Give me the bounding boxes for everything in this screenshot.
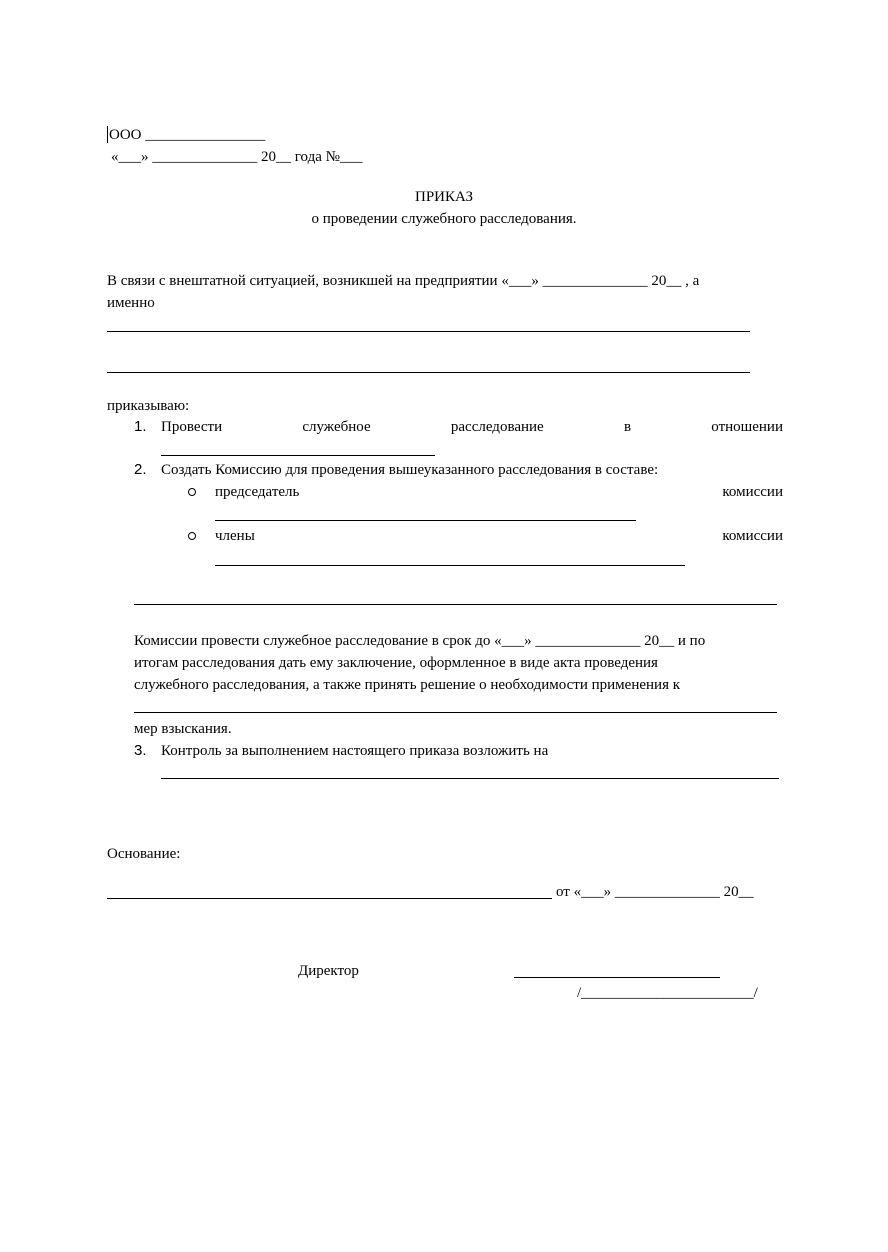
blank-line-control <box>161 778 779 779</box>
item-1-text <box>161 416 783 438</box>
item-1-word: отношении <box>711 419 783 435</box>
item-1-word: Провести <box>161 419 223 435</box>
members-suffix: комиссии <box>722 528 783 544</box>
blank-line-subject <box>161 455 435 456</box>
bullet-circle-icon <box>188 488 196 496</box>
blank-line-basis <box>107 898 552 899</box>
blank-line-person <box>134 712 777 713</box>
item-1-word: в <box>623 419 632 435</box>
blank-line-members <box>215 565 685 566</box>
order-command: приказываю: <box>107 398 190 414</box>
commission-line-1: Комиссии провести служебное расследование в срок до «___» ______________ 20__ и по <box>134 633 706 649</box>
bullet-circle-icon <box>188 532 196 540</box>
org-line: ООО ________________ <box>109 127 266 143</box>
chair-row <box>215 481 783 503</box>
blank-line-members-2 <box>134 604 777 605</box>
text-cursor <box>107 126 108 143</box>
chair-label: председатель <box>215 484 300 500</box>
commission-line-3: служебного расследования, а также принять решение о необходимости применения к <box>134 677 681 693</box>
blank-line-reason-1 <box>107 331 750 332</box>
intro-line-1: В связи с внештатной ситуацией, возникшей на предприятии «___» ______________ 20__ , а <box>107 273 700 289</box>
members-label: члены <box>215 528 255 544</box>
commission-line-2: итогам расследования дать ему заключение, оформленное в виде акта проведения <box>134 655 658 671</box>
members-row <box>215 525 783 547</box>
commission-line-4: мер взыскания. <box>134 721 232 737</box>
item-1-number: 1. <box>134 418 147 435</box>
item-1-word: расследование <box>450 419 544 435</box>
blank-line-reason-2 <box>107 372 750 373</box>
date-number-line: «___» ______________ 20__ года №___ <box>111 149 363 165</box>
item-2-text: Создать Комиссию для проведения вышеуказанного расследования в составе: <box>161 462 659 478</box>
signature-role: Директор <box>298 963 359 979</box>
chair-suffix: комиссии <box>722 484 783 500</box>
signature-line <box>514 977 720 978</box>
item-2-number: 2. <box>134 461 147 478</box>
item-3-number: 3. <box>134 742 147 759</box>
document-subtitle: о проведении служебного расследования. <box>311 211 577 227</box>
intro-line-2: именно <box>107 295 155 311</box>
basis-label: Основание: <box>107 846 181 862</box>
blank-line-chair <box>215 520 636 521</box>
document-title: ПРИКАЗ <box>415 189 473 205</box>
basis-date: от «___» ______________ 20__ <box>556 884 754 900</box>
item-1-word: служебное <box>302 419 371 435</box>
signature-name-line: /_______________________/ <box>577 985 758 1001</box>
item-3-text: Контроль за выполнением настоящего приказа возложить на <box>161 743 549 759</box>
